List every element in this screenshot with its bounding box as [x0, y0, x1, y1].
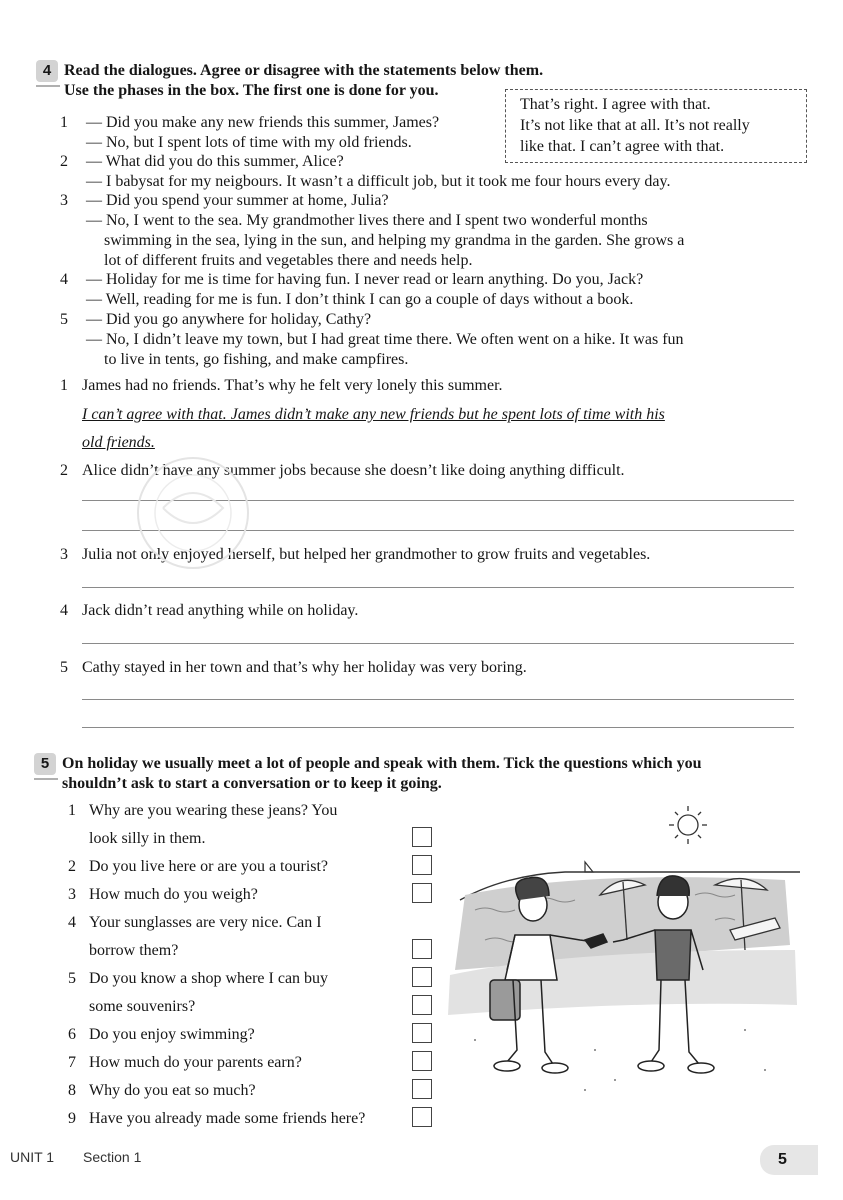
- footer-unit: UNIT 1: [10, 1149, 55, 1165]
- statement-text: Julia not only enjoyed herself, but helped her grandmother to grow fruits and vegetables.: [82, 546, 651, 563]
- dialogue-line: — No, but I spent lots of time with my old friends.: [86, 134, 412, 151]
- exercise-5-instruction-1: On holiday we usually meet a lot of people and speak with them. Tick the questions which you: [62, 755, 702, 772]
- tick-checkbox-1[interactable]: [412, 827, 432, 847]
- faint-stamp-watermark: [118, 448, 268, 578]
- statement-text: Jack didn’t read anything while on holiday.: [82, 602, 359, 619]
- writing-line[interactable]: [82, 727, 794, 728]
- question-text: How much do you weigh?: [89, 886, 258, 903]
- question-text: borrow them?: [89, 942, 179, 959]
- dialogue-line: — Did you make any new friends this summer, James?: [86, 114, 440, 131]
- tick-checkbox-3[interactable]: [412, 883, 432, 903]
- beach-illustration: [445, 800, 800, 1105]
- dialogue-line: — What did you do this summer, Alice?: [86, 153, 344, 170]
- writing-line[interactable]: [82, 643, 794, 644]
- exercise-4-instruction-2: Use the phases in the box. The first one is done for you.: [64, 82, 439, 99]
- tick-checkbox-4[interactable]: [412, 939, 432, 959]
- statement-text: Cathy stayed in her town and that’s why her holiday was very boring.: [82, 659, 527, 676]
- dialogue-line: — Holiday for me is time for having fun. I never read or learn anything. Do you, Jack?: [86, 271, 644, 288]
- statement-number: 3: [60, 546, 68, 563]
- dialogue-number: 1: [60, 114, 68, 131]
- tick-checkbox-2[interactable]: [412, 855, 432, 875]
- question-text: Do you live here or are you a tourist?: [89, 858, 329, 875]
- exercise-4-number-badge: 4: [36, 60, 58, 82]
- tick-checkbox-6[interactable]: [412, 1023, 432, 1043]
- question-text: Have you already made some friends here?: [89, 1110, 366, 1127]
- tick-checkbox-7[interactable]: [412, 1051, 432, 1071]
- dialogue-line: swimming in the sea, lying in the sun, and helping my grandma in the garden. She grows a: [104, 232, 685, 249]
- question-number: 5: [68, 970, 76, 987]
- dialogue-number: 5: [60, 311, 68, 328]
- question-number: 1: [68, 802, 76, 819]
- dialogue-line: — I babysat for my neigbours. It wasn’t a difficult job, but it took me four hours every day.: [86, 173, 671, 190]
- exercise-5-number-badge: 5: [34, 753, 56, 775]
- question-number: 9: [68, 1110, 76, 1127]
- phrase-box-line-2: It’s not like that at all. It’s not really: [520, 117, 750, 134]
- dialogue-number: 4: [60, 271, 68, 288]
- dialogue-line: lot of different fruits and vegetables there and needs help.: [104, 252, 473, 269]
- dialogue-line: — Did you spend your summer at home, Julia?: [86, 192, 389, 209]
- dialogue-line: — No, I didn’t leave my town, but I had great time there. We often went on a hike. It was fun: [86, 331, 684, 348]
- statement-number: 5: [60, 659, 68, 676]
- question-number: 7: [68, 1054, 76, 1071]
- question-number: 3: [68, 886, 76, 903]
- footer-section: Section 1: [83, 1149, 142, 1165]
- phrase-box: [505, 89, 807, 163]
- phrase-box-line-1: That’s right. I agree with that.: [520, 96, 711, 113]
- dialogue-line: — Did you go anywhere for holiday, Cathy?: [86, 311, 372, 328]
- page-number-tab: [760, 1145, 818, 1175]
- badge-underline: [36, 85, 60, 87]
- phrase-box-line-3: like that. I can’t agree with that.: [520, 138, 725, 155]
- statement-number: 1: [60, 377, 68, 394]
- tick-checkbox-5a[interactable]: [412, 967, 432, 987]
- dialogue-line: — No, I went to the sea. My grandmother lives there and I spent two wonderful months: [86, 212, 648, 229]
- example-answer-line-1: I can’t agree with that. James didn’t make any new friends but he spent lots of time with his: [82, 406, 665, 423]
- tick-checkbox-5b[interactable]: [412, 995, 432, 1015]
- exercise-4-instruction-1: Read the dialogues. Agree or disagree with the statements below them.: [64, 62, 544, 79]
- question-text: Do you know a shop where I can buy: [89, 970, 329, 987]
- tick-checkbox-9[interactable]: [412, 1107, 432, 1127]
- exercise-5-instruction-2: shouldn’t ask to start a conversation or to keep it going.: [62, 775, 442, 792]
- question-number: 4: [68, 914, 76, 931]
- page-number: 5: [778, 1151, 787, 1168]
- question-text: Do you enjoy swimming?: [89, 1026, 255, 1043]
- statement-number: 2: [60, 462, 68, 479]
- question-text: some souvenirs?: [89, 998, 196, 1015]
- question-number: 8: [68, 1082, 76, 1099]
- question-text: How much do your parents earn?: [89, 1054, 302, 1071]
- statement-number: 4: [60, 602, 68, 619]
- question-text: look silly in them.: [89, 830, 206, 847]
- dialogue-number: 2: [60, 153, 68, 170]
- writing-line[interactable]: [82, 699, 794, 700]
- example-answer-line-2: old friends.: [82, 434, 155, 451]
- badge-underline: [34, 778, 58, 780]
- tick-checkbox-8[interactable]: [412, 1079, 432, 1099]
- statement-text: James had no friends. That’s why he felt very lonely this summer.: [82, 377, 503, 394]
- question-text: Why are you wearing these jeans? You: [89, 802, 338, 819]
- sun-icon: [669, 806, 707, 844]
- dialogue-number: 3: [60, 192, 68, 209]
- question-text: Your sunglasses are very nice. Can I: [89, 914, 322, 931]
- writing-line[interactable]: [82, 587, 794, 588]
- dialogue-line: — Well, reading for me is fun. I don’t think I can go a couple of days without a book.: [86, 291, 634, 308]
- question-number: 6: [68, 1026, 76, 1043]
- question-number: 2: [68, 858, 76, 875]
- question-text: Why do you eat so much?: [89, 1082, 256, 1099]
- statement-text: Alice didn’t have any summer jobs because she doesn’t like doing anything difficult.: [82, 462, 625, 479]
- dialogue-line: to live in tents, go fishing, and make campfires.: [104, 351, 409, 368]
